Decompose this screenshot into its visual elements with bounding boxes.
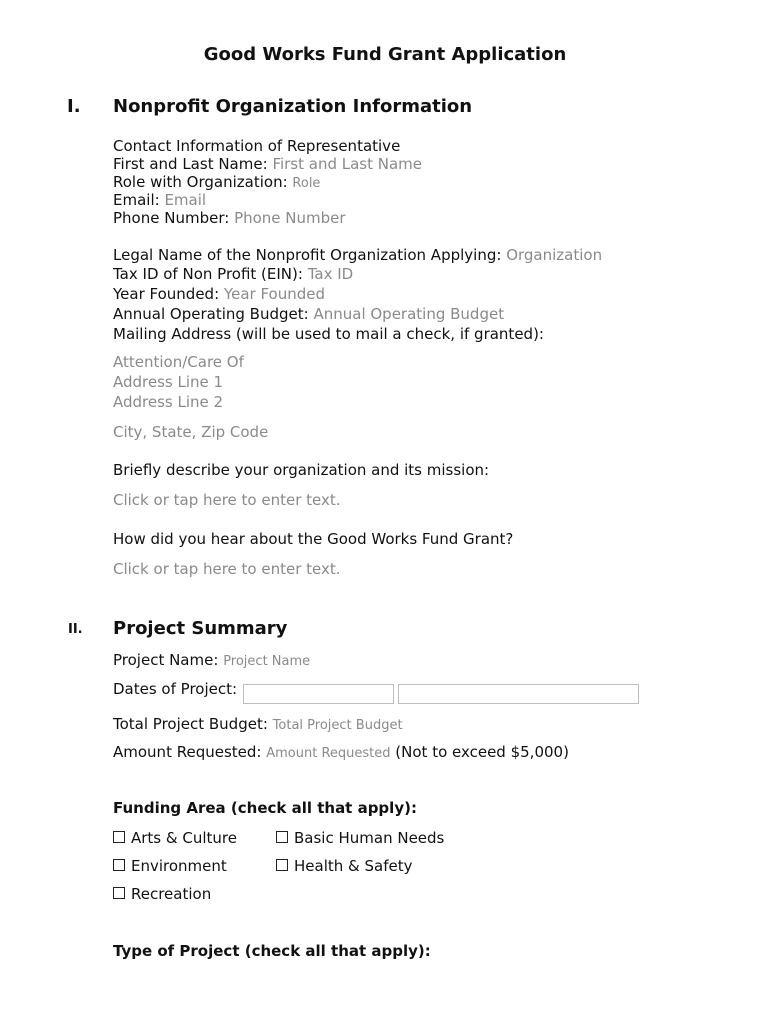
year-founded-label: Year Founded: [113,285,220,303]
checkbox-label: Health & Safety [294,857,413,875]
year-founded-field[interactable]: Year Founded [223,285,326,303]
contact-heading: Contact Information of Representative [113,137,401,155]
dates-label: Dates of Project: [113,680,238,698]
total-budget-field[interactable]: Total Project Budget [272,718,403,733]
checkbox-label: Environment [131,857,227,875]
checkbox-icon [113,831,125,843]
mission-question: Briefly describe your organization and its mission: [113,461,490,479]
tax-id-label: Tax ID of Non Profit (EIN): [113,265,303,283]
mailing-address-label: Mailing Address (will be used to mail a check, if granted): [113,325,544,343]
name-field[interactable]: First and Last Name [272,155,423,173]
page-title: Good Works Fund Grant Application [203,44,567,65]
checkbox-icon [113,859,125,871]
mission-field[interactable]: Click or tap here to enter text. [113,491,341,509]
checkbox-icon [276,831,288,843]
total-budget-row [113,715,403,735]
project-name-field[interactable]: Project Name [223,654,311,669]
amount-note: (Not to exceed $5,000) [395,743,569,761]
amount-row [113,743,569,763]
checkbox-environment[interactable] [113,857,227,875]
type-heading: Type of Project (check all that apply): [113,942,431,960]
organization-field[interactable]: Organization [506,246,603,264]
phone-row [113,209,346,227]
budget-field[interactable]: Annual Operating Budget [313,305,505,323]
email-row [113,191,206,209]
role-label: Role with Organization: [113,173,288,191]
section-2-title: Project Summary [113,618,288,639]
checkbox-icon [276,859,288,871]
phone-field[interactable]: Phone Number [234,209,346,227]
checkbox-label: Recreation [131,885,212,903]
checkbox-recreation[interactable] [113,885,211,903]
end-date-input[interactable] [398,684,639,704]
checkbox-label: Basic Human Needs [294,829,445,847]
amount-label: Amount Requested: [113,743,262,761]
budget-label: Annual Operating Budget: [113,305,309,323]
hear-question: How did you hear about the Good Works Fund Grant? [113,530,514,548]
tax-id-field[interactable]: Tax ID [307,265,354,283]
city-state-zip-field[interactable]: City, State, Zip Code [113,423,269,441]
year-founded-row [113,285,325,303]
legal-name-label: Legal Name of the Nonprofit Organization Applying: [113,246,502,264]
section-1-number: I. [67,96,81,117]
attention-field[interactable]: Attention/Care Of [113,353,244,371]
role-field[interactable]: Role [292,176,321,191]
role-row [113,173,320,193]
checkbox-basic-human-needs[interactable] [276,829,444,847]
tax-id-row [113,265,353,283]
checkbox-icon [113,887,125,899]
hear-field[interactable]: Click or tap here to enter text. [113,560,341,578]
project-name-row [113,651,310,671]
budget-row [113,305,504,323]
checkbox-arts-culture[interactable] [113,829,237,847]
address-line-1-field[interactable]: Address Line 1 [113,373,224,391]
funding-heading: Funding Area (check all that apply): [113,799,417,817]
start-date-input[interactable] [243,684,394,704]
name-row [113,155,422,173]
phone-label: Phone Number: [113,209,230,227]
email-field[interactable]: Email [164,191,207,209]
total-budget-label: Total Project Budget: [113,715,268,733]
project-name-label: Project Name: [113,651,219,669]
checkbox-label: Arts & Culture [131,829,237,847]
address-line-2-field[interactable]: Address Line 2 [113,393,224,411]
section-2-number: II. [68,622,83,637]
legal-name-row [113,246,602,264]
checkbox-health-safety[interactable] [276,857,412,875]
section-1-title: Nonprofit Organization Information [113,96,473,117]
amount-field[interactable]: Amount Requested [266,746,391,761]
name-label: First and Last Name: [113,155,268,173]
email-label: Email: [113,191,160,209]
